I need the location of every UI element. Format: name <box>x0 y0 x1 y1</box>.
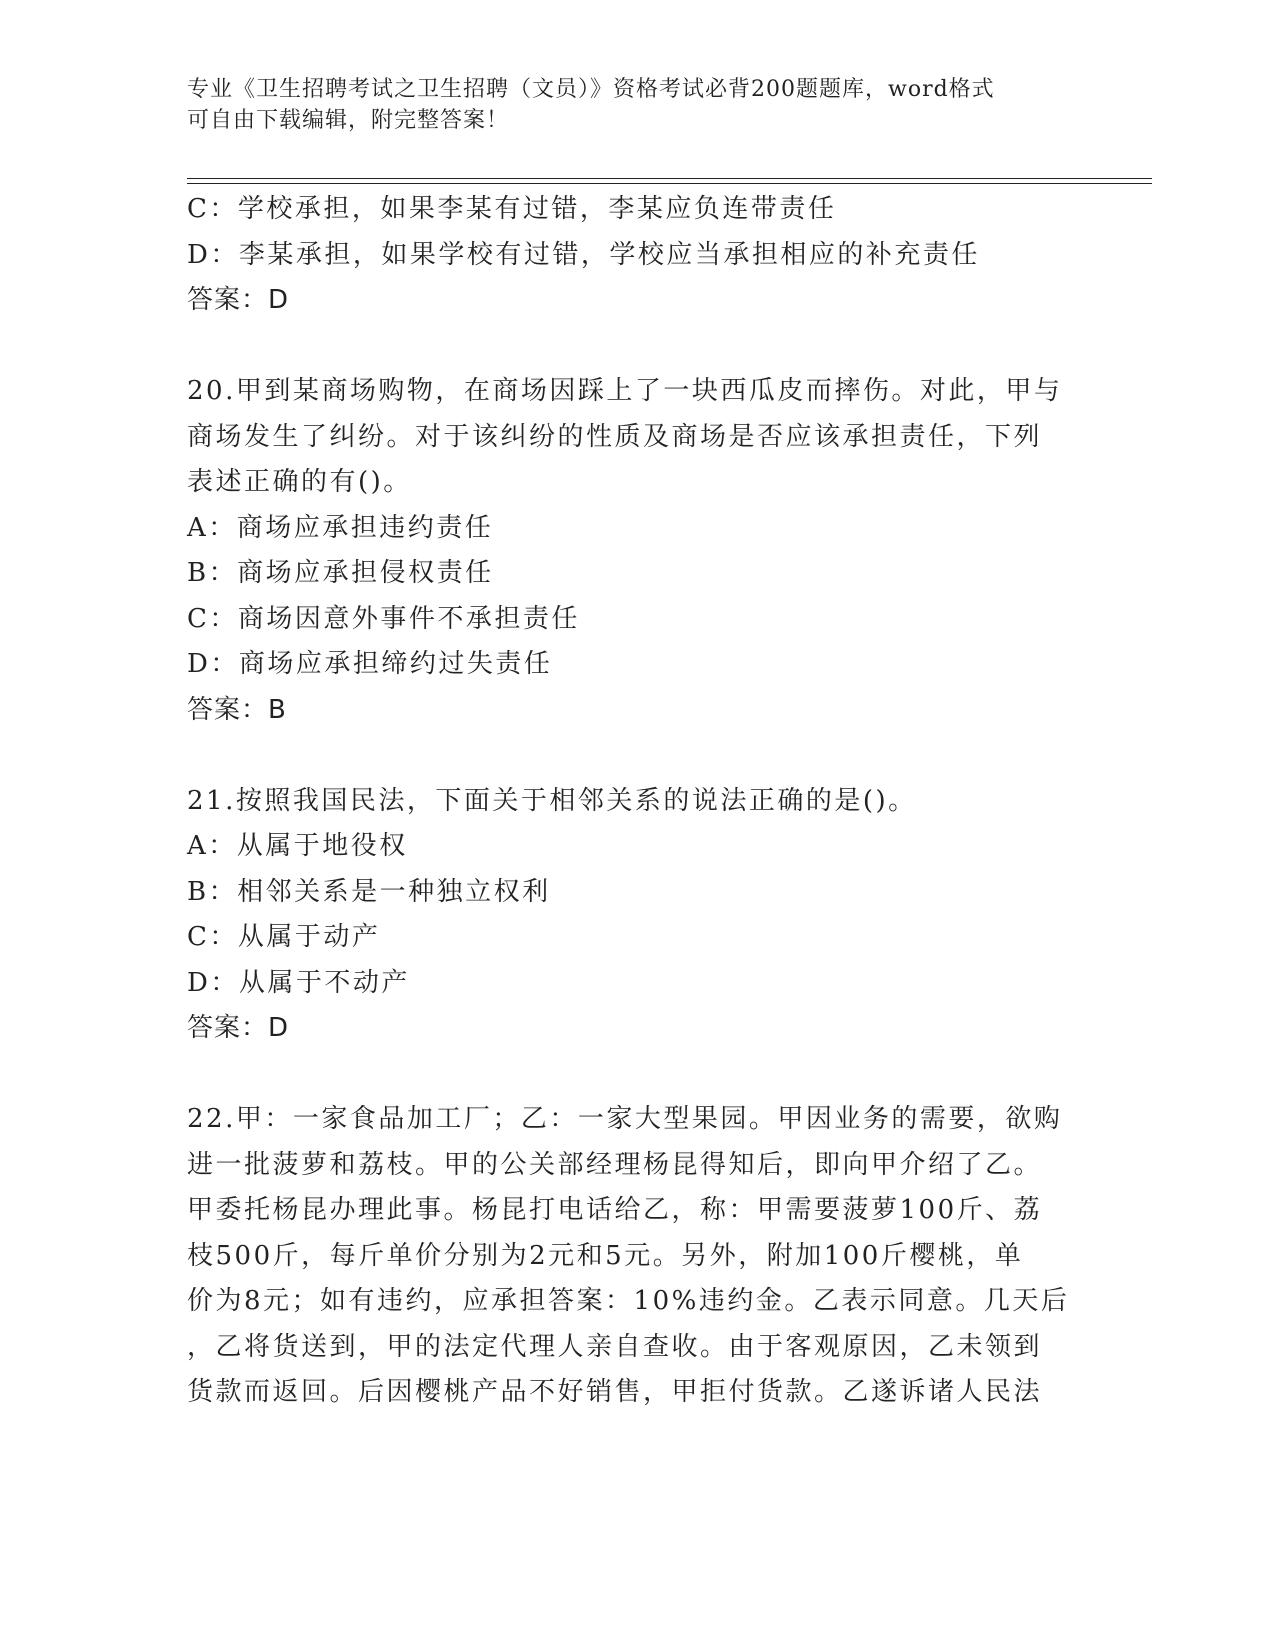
option-b: B：商场应承担侵权责任 <box>187 558 494 588</box>
option-a: A：商场应承担违约责任 <box>187 512 494 543</box>
answer-line: 答案：D <box>187 285 290 315</box>
question-text-line: 价为8元；如有违约，应承担答案：10%违约金。乙表示同意。几天后 <box>187 1286 1070 1316</box>
option-c: C：商场因意外事件不承担责任 <box>187 603 580 634</box>
option-c: C：学校承担，如果李某有过错，李某应负连带责任 <box>187 194 837 224</box>
document-header <box>187 74 1087 136</box>
header-divider-top <box>187 178 1152 179</box>
answer-line: 答案：B <box>187 694 287 725</box>
question-text-line: 进一批菠萝和荔枝。甲的公关部经理杨昆得知后，即向甲介绍了乙。 <box>187 1149 1043 1180</box>
question-text-line: 商场发生了纠纷。对于该纠纷的性质及商场是否应该承担责任，下列 <box>187 421 1043 452</box>
spacer <box>187 733 1087 779</box>
question-text-line: 21.按照我国民法，下面关于相邻关系的说法正确的是()。 <box>187 785 917 816</box>
option-c: C：从属于动产 <box>187 922 381 952</box>
option-d: D：商场应承担缔约过失责任 <box>187 649 553 679</box>
question-text-line: 表述正确的有()。 <box>187 467 412 497</box>
document-body <box>187 187 1087 1416</box>
spacer <box>187 1052 1087 1098</box>
question-text-line: 枝500斤，每斤单价分别为2元和5元。另外，附加100斤樱桃，单 <box>187 1240 1024 1271</box>
question-text-line: 20.甲到某商场购物，在商场因踩上了一块西瓜皮而摔伤。对此，甲与 <box>187 376 1063 406</box>
header-title-line-1: 专业《卫生招聘考试之卫生招聘（文员）》资格考试必背200题题库，word格式 <box>187 77 995 102</box>
question-22 <box>187 1097 1087 1416</box>
header-divider-bottom <box>187 183 1152 184</box>
answer-line: 答案：D <box>187 1013 290 1043</box>
option-d: D：从属于不动产 <box>187 967 410 998</box>
question-text-line: ，乙将货送到，甲的法定代理人亲自查收。由于客观原因，乙未领到 <box>187 1331 1043 1362</box>
question-text-line: 货款而返回。后因樱桃产品不好销售，甲拒付货款。乙遂诉诸人民法 <box>187 1377 1043 1407</box>
question-20 <box>187 369 1087 733</box>
question-text-line: 甲委托杨昆办理此事。杨昆打电话给乙，称：甲需要菠萝100斤、荔 <box>187 1195 1043 1225</box>
option-d: D：李某承担，如果学校有过错，学校应当承担相应的补充责任 <box>187 239 980 270</box>
option-b: B：相邻关系是一种独立权利 <box>187 876 551 907</box>
question-19-tail <box>187 187 1087 324</box>
spacer <box>187 324 1087 370</box>
option-a: A：从属于地役权 <box>187 831 408 861</box>
question-text-line: 22.甲：一家食品加工厂；乙：一家大型果园。甲因业务的需要，欲购 <box>187 1104 1063 1134</box>
question-21 <box>187 779 1087 1052</box>
header-title-line-2: 可自由下载编辑，附完整答案！ <box>187 108 510 133</box>
